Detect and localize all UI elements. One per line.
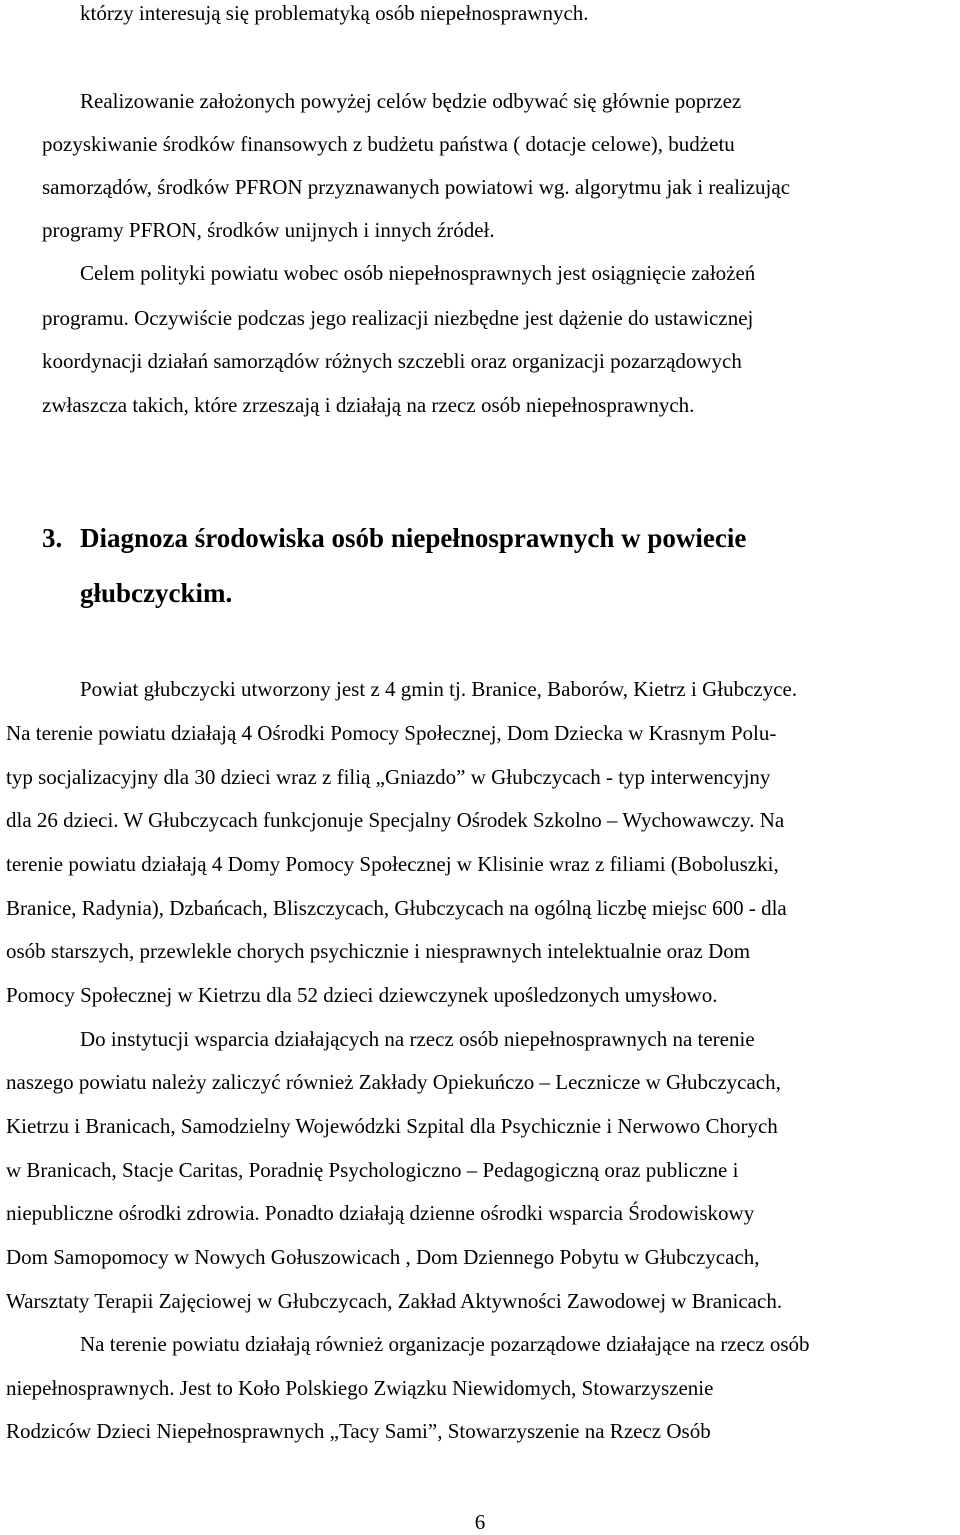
paragraph-line: programu. Oczywiście podczas jego realizacji niezbędne jest dążenie do ustawicznej (42, 306, 754, 330)
paragraph-line: koordynacji działań samorządów różnych szczebli oraz organizacji pozarządowych (42, 349, 742, 373)
paragraph-line: Na terenie powiatu działają również organizacje pozarządowe działające na rzecz osób (80, 1332, 810, 1356)
paragraph-line: Kietrzu i Branicach, Samodzielny Wojewódzki Szpital dla Psychicznie i Nerwowo Chorych (6, 1114, 778, 1138)
paragraph-line: Realizowanie założonych powyżej celów będzie odbywać się głównie poprzez (80, 89, 742, 113)
paragraph-line: Powiat głubczycki utworzony jest z 4 gmin tj. Branice, Baborów, Kietrz i Głubczyce. (80, 677, 798, 701)
paragraph-line: osób starszych, przewlekle chorych psychicznie i niesprawnych intelektualnie oraz Dom (6, 939, 751, 963)
section-title: głubczyckim. (80, 578, 233, 608)
paragraph-line: Warsztaty Terapii Zajęciowej w Głubczycach, Zakład Aktywności Zawodowej w Branicach. (6, 1289, 783, 1313)
paragraph-line: Celem polityki powiatu wobec osób niepełnosprawnych jest osiągnięcie założeń (80, 261, 756, 285)
paragraph-line: samorządów, środków PFRON przyznawanych powiatowi wg. algorytmu jak i realizując (42, 175, 791, 199)
paragraph-line: niepubliczne ośrodki zdrowia. Ponadto działają dzienne ośrodki wsparcia Środowiskowy (6, 1201, 755, 1225)
paragraph-line: w Branicach, Stacje Caritas, Poradnię Psychologiczno – Pedagogiczną oraz publiczne i (6, 1158, 739, 1182)
paragraph-line: którzy interesują się problematyką osób niepełnosprawnych. (80, 1, 589, 25)
paragraph-line: Dom Samopomocy w Nowych Gołuszowicach , Dom Dziennego Pobytu w Głubczycach, (6, 1245, 760, 1269)
paragraph-line: terenie powiatu działają 4 Domy Pomocy Społecznej w Klisinie wraz z filiami (Boboluszki, (6, 852, 779, 876)
page-number: 6 (474, 1510, 486, 1534)
paragraph-line: Do instytucji wsparcia działających na rzecz osób niepełnosprawnych na terenie (80, 1027, 755, 1051)
paragraph-line: niepełnosprawnych. Jest to Koło Polskiego Związku Niewidomych, Stowarzyszenie (6, 1376, 714, 1400)
paragraph-line: Na terenie powiatu działają 4 Ośrodki Pomocy Społecznej, Dom Dziecka w Krasnym Polu- (6, 721, 777, 745)
paragraph-line: pozyskiwanie środków finansowych z budżetu państwa ( dotacje celowe), budżetu (42, 132, 735, 156)
paragraph-line: programy PFRON, środków unijnych i innych źródeł. (42, 218, 495, 242)
section-title: Diagnoza środowiska osób niepełnosprawnych w powiecie (80, 523, 747, 553)
paragraph-line: Branice, Radynia), Dzbańcach, Bliszczycach, Głubczycach na ogólną liczbę miejsc 600 - dla (6, 896, 787, 920)
paragraph-line: Pomocy Społecznej w Kietrzu dla 52 dzieci dziewczynek upośledzonych umysłowo. (6, 983, 718, 1007)
section-number: 3. (42, 523, 63, 553)
paragraph-line: typ socjalizacyjny dla 30 dzieci wraz z filią „Gniazdo” w Głubczycach - typ interwencyjny (6, 765, 771, 789)
paragraph-line: zwłaszcza takich, które zrzeszają i działają na rzecz osób niepełnosprawnych. (42, 393, 695, 417)
paragraph-line: dla 26 dzieci. W Głubczycach funkcjonuje Specjalny Ośrodek Szkolno – Wychowawczy. Na (6, 808, 785, 832)
paragraph-line: Rodziców Dzieci Niepełnosprawnych „Tacy Sami”, Stowarzyszenie na Rzecz Osób (6, 1419, 711, 1443)
paragraph-line: naszego powiatu należy zaliczyć również Zakłady Opiekuńczo – Lecznicze w Głubczycach, (6, 1070, 781, 1094)
